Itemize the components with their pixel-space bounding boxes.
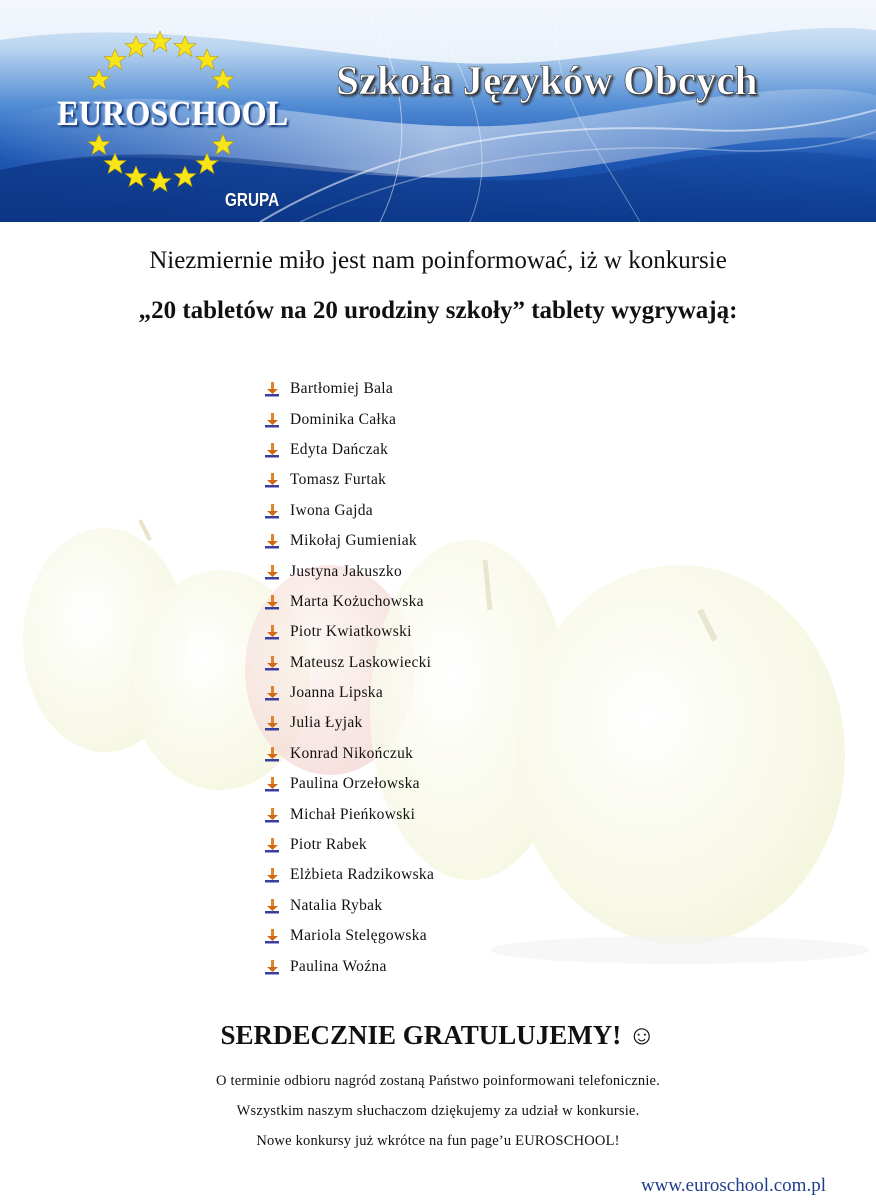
winner-name: Elżbieta Radzikowska bbox=[290, 866, 435, 884]
winner-item bbox=[264, 799, 434, 829]
winner-item bbox=[264, 769, 434, 799]
arrow-bullet-icon bbox=[264, 685, 280, 701]
winner-name: Mariola Stelęgowska bbox=[290, 927, 427, 945]
winner-name: Iwona Gajda bbox=[290, 501, 373, 519]
winner-name: Paulina Woźna bbox=[290, 957, 387, 975]
contest-heading: „20 tabletów na 20 urodziny szkoły” tablety wygrywają: bbox=[138, 297, 738, 324]
winner-name: Mateusz Laskowiecki bbox=[290, 653, 432, 671]
arrow-bullet-icon bbox=[264, 533, 280, 549]
winner-item bbox=[264, 435, 434, 465]
arrow-bullet-icon bbox=[264, 867, 280, 883]
winner-name: Bartłomiej Bala bbox=[290, 380, 394, 398]
winner-name: Tomasz Furtak bbox=[290, 471, 387, 489]
winner-item bbox=[264, 556, 434, 586]
website-link[interactable]: www.euroschool.com.pl bbox=[640, 1175, 826, 1196]
arrow-bullet-icon bbox=[264, 898, 280, 914]
arrow-bullet-icon bbox=[264, 959, 280, 975]
header-banner bbox=[0, 0, 876, 222]
winner-item bbox=[264, 496, 434, 526]
arrow-bullet-icon bbox=[264, 655, 280, 671]
winner-name: Piotr Kwiatkowski bbox=[290, 623, 412, 641]
winner-item bbox=[264, 739, 434, 769]
winner-item bbox=[264, 587, 434, 617]
arrow-bullet-icon bbox=[264, 564, 280, 580]
winner-item bbox=[264, 526, 434, 556]
intro-text: Niezmiernie miło jest nam poinformować, iż w konkursie bbox=[149, 247, 727, 274]
arrow-bullet-icon bbox=[264, 472, 280, 488]
winner-name: Michał Pieńkowski bbox=[290, 805, 416, 823]
winner-name: Dominika Całka bbox=[290, 410, 397, 428]
winners-list bbox=[264, 374, 434, 982]
school-title: Szkoła Języków Obcych bbox=[336, 57, 758, 103]
info-note: O terminie odbioru nagród zostaną Państwo poinformowani telefonicznie. bbox=[215, 1073, 661, 1089]
winner-item bbox=[264, 404, 434, 434]
arrow-bullet-icon bbox=[264, 807, 280, 823]
euroschool-logo bbox=[40, 25, 290, 210]
thanks-note: Wszystkim naszym słuchaczom dziękujemy za udział w konkursie. bbox=[236, 1103, 640, 1119]
arrow-bullet-icon bbox=[264, 837, 280, 853]
winner-item bbox=[264, 891, 434, 921]
winner-name: Julia Łyjak bbox=[290, 714, 363, 732]
winner-name: Natalia Rybak bbox=[290, 896, 383, 914]
logo-wordmark: EUROSCHOOL bbox=[57, 94, 289, 133]
winner-item bbox=[264, 921, 434, 951]
winner-name: Joanna Lipska bbox=[290, 684, 384, 702]
winner-name: Piotr Rabek bbox=[290, 836, 367, 854]
winner-name: Edyta Dańczak bbox=[290, 440, 389, 458]
arrow-bullet-icon bbox=[264, 503, 280, 519]
arrow-bullet-icon bbox=[264, 624, 280, 640]
winner-name: Paulina Orzełowska bbox=[290, 775, 420, 793]
apple-shape bbox=[515, 565, 845, 945]
arrow-bullet-icon bbox=[264, 928, 280, 944]
winner-item bbox=[264, 708, 434, 738]
winner-item bbox=[264, 374, 434, 404]
winner-item bbox=[264, 951, 434, 981]
congratulations-heading: SERDECZNIE GRATULUJEMY! ☺ bbox=[220, 1020, 656, 1050]
arrow-bullet-icon bbox=[264, 746, 280, 762]
winner-item bbox=[264, 830, 434, 860]
winner-item bbox=[264, 465, 434, 495]
arrow-bullet-icon bbox=[264, 776, 280, 792]
arrow-bullet-icon bbox=[264, 412, 280, 428]
winner-name: Justyna Jakuszko bbox=[290, 562, 402, 580]
arrow-bullet-icon bbox=[264, 442, 280, 458]
arrow-bullet-icon bbox=[264, 715, 280, 731]
apples-illustration bbox=[0, 480, 876, 980]
winner-item bbox=[264, 678, 434, 708]
winner-name: Mikołaj Gumieniak bbox=[290, 532, 417, 550]
arrow-bullet-icon bbox=[264, 381, 280, 397]
winner-name: Marta Kożuchowska bbox=[290, 592, 424, 610]
winner-item bbox=[264, 860, 434, 890]
arrow-bullet-icon bbox=[264, 594, 280, 610]
winner-item bbox=[264, 617, 434, 647]
announcement-note: Nowe konkursy już wkrótce na fun page’u EUROSCHOOL! bbox=[256, 1133, 620, 1149]
winner-item bbox=[264, 648, 434, 678]
winner-name: Konrad Nikończuk bbox=[290, 744, 414, 762]
logo-subtitle: GRUPA bbox=[225, 190, 280, 210]
